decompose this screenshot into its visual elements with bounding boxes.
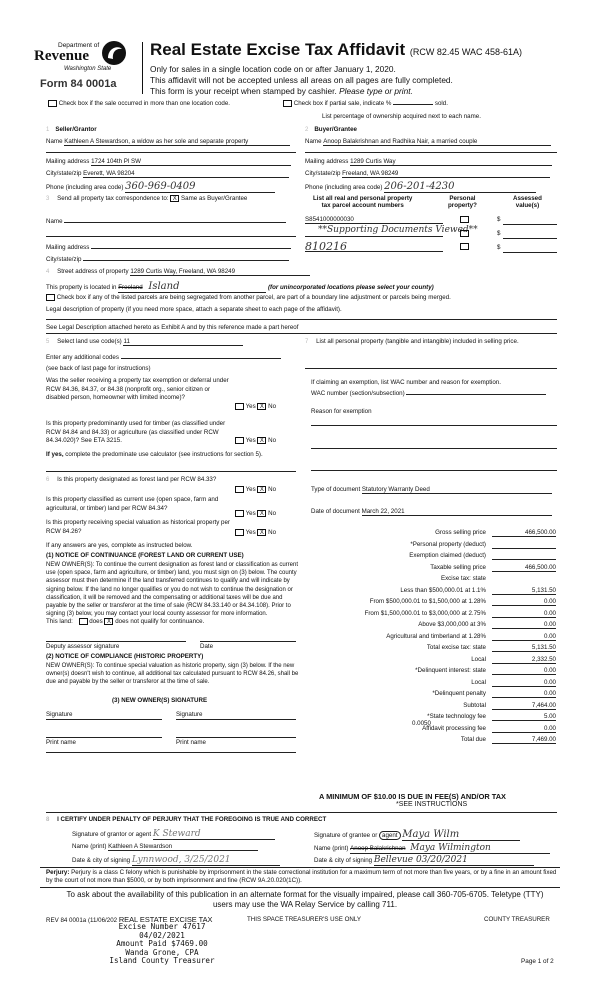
- agency-state: Washington State: [64, 66, 112, 72]
- historic-yes-label: Yes: [245, 529, 256, 537]
- this-land-label: This land:: [46, 618, 73, 626]
- tax-row-label: Excise tax: state: [440, 575, 486, 582]
- forest-no-label: No: [268, 486, 277, 494]
- personal-heading-1: Personal: [449, 195, 476, 202]
- q2-answer: [235, 437, 276, 444]
- grantor-name-row: [72, 843, 258, 851]
- tax-row-value[interactable]: 466,500.00: [492, 564, 556, 572]
- form-title-ref: (RCW 82.45 WAC 458-61A): [409, 47, 523, 57]
- current-use-yes-label: Yes: [245, 510, 256, 518]
- historic-answer: [235, 529, 276, 536]
- section-5-number: 5: [46, 339, 50, 345]
- multi-location-checkbox[interactable]: [48, 100, 57, 107]
- corr-name-row: [46, 216, 286, 225]
- perjury-note: [46, 869, 558, 886]
- owner-signature-label-1: Signature: [46, 711, 73, 718]
- seller-city-label: City/state/zip: [46, 170, 82, 177]
- form-title-text: Real Estate Excise Tax Affidavit: [150, 40, 406, 59]
- if-yes-bold: If yes,: [46, 451, 64, 458]
- seller-mailing-row: [46, 158, 291, 166]
- corr-mailing-row: [46, 242, 291, 251]
- corr-city-field[interactable]: [83, 254, 289, 261]
- grantor-name-field[interactable]: Kathleen A Stewardson: [108, 843, 258, 851]
- located-label: This property is located in: [46, 284, 117, 291]
- partial-sale-pct-field[interactable]: [393, 104, 433, 105]
- tax-row-value[interactable]: 0.00: [492, 679, 556, 687]
- form-title: [150, 40, 522, 60]
- timber-agri-question: Is this property predominantly used for timber (as classified under RCW 84.84 and 84.33) or agriculture (as classified under RCW 84.34.020)? See ETA 3215.: [46, 420, 226, 445]
- current-use-yes-checkbox[interactable]: [235, 510, 244, 517]
- tax-row-label: Exemption claimed (deduct): [409, 552, 486, 559]
- agency-name: Revenue: [34, 48, 89, 64]
- section-6-number: 6: [46, 477, 50, 483]
- multi-location-check[interactable]: [48, 100, 230, 107]
- located-row: [46, 281, 434, 293]
- located-struck: Freeland: [118, 284, 143, 291]
- corr-city-row: [46, 254, 289, 263]
- buyer-phone-label: Phone (including area code): [305, 184, 383, 191]
- does-checkbox[interactable]: [79, 618, 88, 625]
- certify-text: I CERTIFY UNDER PENALTY OF PERJURY THAT THE FOREGOING IS TRUE AND CORRECT: [57, 816, 327, 823]
- forest-answer: [235, 486, 276, 493]
- grantee-sig-field[interactable]: Maya Wilm: [402, 829, 520, 841]
- new-owner-signature-title: (3) NEW OWNER(S) SIGNATURE: [112, 697, 208, 704]
- stamp-line: Island County Treasurer: [109, 956, 215, 966]
- buyer-heading-text: Buyer/Grantee: [314, 126, 357, 133]
- grantee-date-field[interactable]: Bellevue 03/20/2021: [374, 855, 534, 866]
- current-use-question: Is this property classified as current use (open space, farm and agricultural, or timber) land per RCW 84.34?: [46, 496, 219, 512]
- this-land-row: [46, 618, 204, 625]
- header-line-2: This affidavit will not be accepted unless all areas on all pages are fully completed.: [150, 75, 453, 85]
- grantor-date-row: [72, 855, 280, 866]
- grantor-sig-label: Signature of grantor or agent: [72, 831, 152, 838]
- parcel-row-1[interactable]: S8541000000030: [305, 216, 443, 224]
- tax-row-label: Local: [471, 678, 486, 686]
- correspondence-label: Send all property tax correspondence to:: [57, 195, 169, 203]
- if-any-yes: If any answers are yes, complete as instructed below.: [46, 542, 193, 549]
- see-instructions-note: *SEE INSTRUCTIONS: [396, 801, 468, 808]
- footer-ret: REAL ESTATE EXCISE TAX: [118, 915, 213, 924]
- wac-label: WAC number (section/subsection): [311, 390, 405, 397]
- seller-heading: [46, 126, 97, 133]
- tax-row-value[interactable]: 7,469.00: [492, 736, 556, 744]
- buyer-heading: [305, 126, 357, 133]
- header-line-3-text: This form is your receipt when stamped by cashier.: [150, 86, 337, 96]
- header-line-3: [150, 86, 413, 96]
- tax-row-value[interactable]: 7,464.00: [492, 702, 556, 710]
- owner-print-label-2: Print name: [176, 739, 206, 746]
- tax-row-label: *Delinquent interest: state: [415, 667, 486, 674]
- buyer-phone-row: [305, 181, 536, 193]
- footer-treasurer-only: THIS SPACE TREASURER'S USE ONLY: [247, 916, 361, 923]
- stamp-line: Excise Number 47617: [118, 922, 206, 931]
- q1-yes-checkbox[interactable]: [235, 403, 244, 410]
- parcel-list-heading: [313, 195, 412, 209]
- grantor-sig-row: [72, 829, 275, 840]
- tax-row-label: Local: [471, 655, 486, 663]
- doc-date-label: Date of document: [311, 508, 360, 515]
- form-number: Form 84 0001a: [40, 78, 117, 90]
- header-line-3-em: Please type or print.: [339, 86, 413, 96]
- forest-no-checkbox[interactable]: X: [257, 486, 266, 493]
- section-7-number: 7: [305, 339, 309, 345]
- assessed-heading-2: value(s): [515, 202, 540, 209]
- buyer-city-label: City/state/zip: [305, 170, 341, 177]
- section-4-number: 4: [46, 269, 50, 275]
- tax-row-label: Affidavit processing fee: [422, 724, 486, 732]
- q2-no-label: No: [268, 437, 277, 445]
- forest-question-text: Is this property designated as forest land per RCW 84.33?: [57, 476, 217, 483]
- assessed-dollar-3: $: [497, 244, 501, 251]
- notice-continuance-text: NEW OWNER(S): To continue the current designation as forest land or classification as current use (open space, farm and agriculture, or timber) land, you must sign on (3) below. The county assessor must then determine if the land transferred continues to qualify and will indicate by signing below. If the land no longer qualifies or you do not wish to continue the designation or classification, it will be removed and the compensating or additional taxes will be due and payable by the seller or transferor at the time of sale (RCW 84.33.140 or 84.34.108). Prior to signing (3) below, you may contact your local county assessor for more information.: [46, 562, 298, 618]
- buyer-city-field[interactable]: Freeland, WA 98249: [342, 170, 550, 178]
- q2-yes-label: Yes: [245, 437, 256, 445]
- owner-signature-label-2: Signature: [176, 711, 203, 718]
- seller-name-row: [46, 138, 296, 146]
- assessed-value-heading: [513, 195, 542, 209]
- seller-name-label: Name: [46, 138, 63, 145]
- buyer-name-row: [305, 138, 557, 146]
- list-percentage-note: List percentage of ownership acquired next to each name.: [322, 113, 481, 120]
- tax-row-value[interactable]: 0.00: [492, 690, 556, 698]
- personal-heading-2: property?: [448, 202, 477, 209]
- if-yes-note: [46, 451, 296, 460]
- additional-codes-row: [46, 352, 281, 361]
- segregated-checkbox[interactable]: [46, 294, 55, 301]
- partial-sale-sold: sold.: [434, 100, 448, 108]
- land-use-label: Select land use code(s): [57, 338, 122, 345]
- tax-row-label: Agricultural and timberland at 1.28%: [386, 632, 486, 640]
- tax-row-value[interactable]: 2,332.50: [492, 656, 556, 664]
- assessed-dollar-1: $: [497, 216, 501, 223]
- tax-row-label: Subtotal: [463, 701, 486, 709]
- page-number: Page 1 of 2: [521, 958, 554, 965]
- land-use-field[interactable]: 11: [123, 338, 243, 346]
- wac-row: [311, 388, 546, 397]
- buyer-mailing-row: [305, 158, 552, 166]
- q1-no-label: No: [268, 403, 277, 411]
- assessed-dollar-2: $: [497, 230, 501, 237]
- personal-property-checkbox-1[interactable]: [460, 216, 469, 223]
- tax-row-label: From $1,500,000.01 to $3,000,000 at 2.75%: [364, 609, 486, 617]
- partial-sale-checkbox[interactable]: [283, 100, 292, 107]
- treasurer-stamp: [104, 923, 220, 966]
- partial-sale-check[interactable]: [283, 100, 448, 107]
- buyer-name-field[interactable]: Anoop Balakrishnan and Radhika Nair, a married couple: [323, 138, 551, 146]
- grantee-sig-label: Signature of grantee or: [314, 832, 378, 839]
- buyer-phone-field[interactable]: 206-201-4230: [384, 181, 536, 193]
- personal-property-checkbox-3[interactable]: [460, 243, 469, 250]
- local-rate: 0.0050: [412, 720, 431, 727]
- grantee-name-hw: Maya Wilmington: [410, 843, 491, 853]
- tax-row-label: *Personal property (deduct): [410, 540, 486, 548]
- personal-property-list: [305, 338, 557, 347]
- section-3-number: 3: [46, 196, 50, 203]
- tax-row-label: Gross selling price: [435, 529, 486, 536]
- grantor-name-label: Name (print): [72, 843, 107, 850]
- footer-county-treasurer: COUNTY TREASURER: [484, 916, 550, 923]
- notice-compliance-text: NEW OWNER(S): To continue special valuation as historic property, sign (3) below. If the new owner(s) doesn't wish to continue, all additional tax calculated pursuant to RCW 84.26, shall be due and payable by the seller or transferor at the time of sale.: [46, 663, 299, 686]
- section-1-number: 1: [46, 127, 50, 133]
- q1-yes-label: Yes: [245, 403, 256, 411]
- street-field[interactable]: 1289 Curtis Way, Freeland, WA 98249: [130, 268, 310, 276]
- exemption-deferral-question: Was the seller receiving a property tax exemption or deferral under RCW 84.36, 84.37, or 84.38 (nonprofit org., senior citizen or disabled person, homeowner with limited income)?: [46, 377, 229, 402]
- tax-row-label: *Delinquent penalty: [432, 690, 486, 697]
- tax-row-value[interactable]: 0.00: [492, 667, 556, 675]
- grantee-name-field[interactable]: [350, 843, 550, 854]
- street-row: [46, 268, 310, 276]
- grantee-date-label: Date & city of signing: [314, 857, 373, 864]
- tax-row-value[interactable]: 0.00: [492, 621, 556, 629]
- doc-date-row: [311, 508, 552, 516]
- reason-label: Reason for exemption: [311, 408, 372, 415]
- same-as-buyer-checkbox[interactable]: X: [170, 195, 179, 202]
- perjury-label: Perjury:: [46, 869, 70, 876]
- q2-no-checkbox[interactable]: X: [257, 437, 266, 444]
- forest-yes-label: Yes: [245, 486, 256, 494]
- tax-row-label: Total due: [460, 736, 486, 743]
- personal-property-checkbox-2[interactable]: [460, 230, 469, 237]
- seller-mailing-label: Mailing address: [46, 158, 90, 165]
- alt-format-note: To ask about the availability of this publication in an alternate format for the visually impaired, please call 360-705-6705. Teletype (TTY) users may use the WA Relay Service by calling 711.: [66, 890, 544, 909]
- tax-row-value[interactable]: [492, 541, 556, 549]
- personal-property-heading: [448, 195, 477, 209]
- seller-city-field[interactable]: Everett, WA 98204: [83, 170, 289, 178]
- doc-type-label: Type of document: [311, 486, 361, 493]
- revenue-swirl-icon: [100, 39, 128, 67]
- grantor-date-field[interactable]: Lynnwood, 3/25/2021: [132, 855, 280, 866]
- land-use-row: [46, 338, 243, 346]
- stamp-line: Wanda Grone, CPA: [125, 947, 199, 957]
- segregated-label: Check box if any of the listed parcels are being segregated from another parcel, are part of a boundary line adjustment or parcels being merged.: [56, 294, 451, 302]
- owner-print-label-1: Print name: [46, 739, 76, 746]
- tax-row-label: *State technology fee: [427, 713, 486, 720]
- historic-no-checkbox[interactable]: X: [257, 529, 266, 536]
- tax-row-value[interactable]: 0.00: [492, 633, 556, 641]
- legal-label: Legal description of property (if you need more space, attach a separate sheet to each page of the affidavit).: [46, 306, 342, 313]
- current-use-answer: [235, 510, 276, 517]
- current-use-no-label: No: [268, 510, 277, 518]
- grantee-name-row: [314, 843, 550, 854]
- corr-name-field[interactable]: [64, 216, 286, 223]
- street-label: Street address of property: [57, 268, 129, 275]
- seller-heading-text: Seller/Grantor: [55, 126, 97, 133]
- tax-row-value[interactable]: [492, 552, 556, 560]
- perjury-text: Perjury is a class C felony which is punishable by imprisonment in the state correctional institution for a maximum term of not more than five years, or by a fine in an amount fixed by the court of not more than $5000, or by both imprisonment and fine (RCW 9A.20.020(1C)).: [46, 869, 557, 885]
- tax-row-label: From $500,000.01 to $1,500,000 at 1.28%: [369, 598, 486, 605]
- does-not-label: does not qualify for continuance.: [115, 618, 205, 626]
- tax-row-label: Taxable selling price: [430, 563, 486, 571]
- wac-field[interactable]: [406, 388, 546, 395]
- stamp-line: Amount Paid $7469.00: [116, 939, 208, 949]
- historic-no-label: No: [268, 529, 277, 537]
- tax-row-value[interactable]: 466,500.00: [492, 529, 556, 537]
- buyer-mailing-field[interactable]: 1289 Curtis Way: [350, 158, 552, 166]
- doc-type-row: [311, 486, 552, 494]
- doc-date-field[interactable]: March 22, 2021: [362, 508, 552, 516]
- segregated-row[interactable]: [46, 294, 451, 301]
- q1-no-checkbox[interactable]: X: [257, 403, 266, 410]
- forest-yes-checkbox[interactable]: [235, 486, 244, 493]
- parcel-heading-1: List all real and personal property: [313, 195, 413, 202]
- additional-codes-field[interactable]: [121, 352, 281, 359]
- deputy-signature-label: Deputy assessor signature: [46, 643, 120, 650]
- seller-mailing-field[interactable]: 1724 104th Pl SW: [91, 158, 291, 166]
- section-2-number: 2: [305, 127, 309, 133]
- handwritten-parcel: 810216: [305, 240, 347, 253]
- additional-codes-label: Enter any additional codes: [46, 354, 119, 361]
- stamp-line: 04/02/2021: [139, 930, 185, 940]
- doc-type-field[interactable]: Statutory Warranty Deed: [362, 486, 552, 494]
- grantor-sig-field[interactable]: K Steward: [153, 829, 275, 840]
- grantee-name-struck: Anoop Balakrishnan: [350, 845, 406, 852]
- seller-phone-field[interactable]: 360-969-0409: [125, 181, 275, 193]
- buyer-name-label: Name: [305, 138, 322, 145]
- tax-row-label: Total excise tax: state: [426, 644, 486, 651]
- tax-row-value[interactable]: 0.00: [492, 610, 556, 618]
- grantor-date-label: Date & city of signing: [72, 857, 131, 864]
- minimum-fee-note: A MINIMUM OF $10.00 IS DUE IN FEE(S) AND/OR TAX: [319, 792, 506, 801]
- notice-compliance-title: (2) NOTICE OF COMPLIANCE (HISTORIC PROPERTY): [46, 653, 204, 660]
- corr-city-label: City/state/zip: [46, 256, 82, 263]
- tax-row-label: Less than $500,000.01 at 1.1%: [400, 586, 486, 594]
- grantee-date-row: [314, 855, 534, 866]
- grantee-sig-row: [314, 829, 520, 841]
- agent-circled: agent: [379, 831, 400, 840]
- certify-line: [46, 816, 326, 823]
- tax-row-value[interactable]: 0.00: [492, 598, 556, 606]
- located-field[interactable]: [118, 281, 266, 293]
- notice-continuance-title: (1) NOTICE OF CONTINUANCE (FOREST LAND OR CURRENT USE): [46, 552, 244, 559]
- correspondence-row: [46, 195, 247, 202]
- grantee-name-label: Name (print): [314, 845, 349, 852]
- corr-name-label: Name: [46, 218, 63, 225]
- see-back-note: (see back of last page for instructions): [46, 365, 151, 372]
- seller-phone-label: Phone (including area code): [46, 184, 124, 191]
- q1-answer: [235, 403, 276, 410]
- personal-property-list-label: List all personal property (tangible and intangible) included in selling price.: [316, 338, 519, 345]
- tax-row-value[interactable]: 5.00: [492, 713, 556, 721]
- footer-rev-text: REV 84 0001a (11/06/202: [46, 917, 118, 924]
- seller-name-field[interactable]: Kathleen A Stewardson, a widow as her sole and separate property: [64, 138, 290, 146]
- historic-yes-checkbox[interactable]: [235, 529, 244, 536]
- forest-question: [46, 476, 234, 485]
- tax-row-value[interactable]: 0.00: [492, 725, 556, 733]
- located-note: (for unincorporated locations please select your county): [267, 284, 434, 291]
- seller-city-row: [46, 170, 289, 178]
- header-line-1: Only for sales in a single location code on or after January 1, 2020.: [150, 64, 396, 74]
- located-handwritten: Island: [148, 281, 180, 292]
- does-not-checkbox[interactable]: X: [104, 618, 113, 625]
- assessed-heading-1: Assessed: [513, 195, 542, 202]
- deputy-date-label: Date: [200, 643, 214, 650]
- supporting-docs-stamp: **Supporting Documents Viewed**: [318, 225, 478, 235]
- seller-phone-row: [46, 181, 275, 193]
- partial-sale-label: Check box if partial sale, indicate %: [293, 100, 392, 108]
- tax-row-value[interactable]: 5,131.50: [492, 587, 556, 595]
- same-as-buyer-label: Same as Buyer/Grantee: [181, 195, 248, 203]
- q2-yes-checkbox[interactable]: [235, 437, 244, 444]
- tax-row-label: Above $3,000,000 at 3%: [418, 621, 486, 628]
- parcel-heading-2: tax parcel account numbers: [321, 202, 404, 209]
- section-8-number: 8: [46, 817, 50, 823]
- historic-question: Is this property receiving special valuation as historical property per RCW 84.26?: [46, 519, 230, 535]
- buyer-city-row: [305, 170, 550, 178]
- multi-location-label: Check box if the sale occurred in more than one location code.: [58, 100, 231, 108]
- agency-top-text: Department of: [58, 42, 100, 49]
- does-label: does: [89, 618, 103, 626]
- corr-mailing-field[interactable]: [91, 242, 291, 249]
- legal-description: See Legal Description attached hereto as Exhibit A and by this reference made a part hereof: [46, 324, 299, 331]
- agency-logo: [34, 42, 144, 94]
- if-yes-text: complete the predominate use calculator (see instructions for section 5).: [65, 451, 263, 458]
- current-use-no-checkbox[interactable]: X: [257, 510, 266, 517]
- tax-row-value[interactable]: 5,131.50: [492, 644, 556, 652]
- buyer-mailing-label: Mailing address: [305, 158, 349, 165]
- corr-mailing-label: Mailing address: [46, 244, 90, 251]
- exemption-label: If claiming an exemption, list WAC number and reason for exemption.: [311, 379, 501, 386]
